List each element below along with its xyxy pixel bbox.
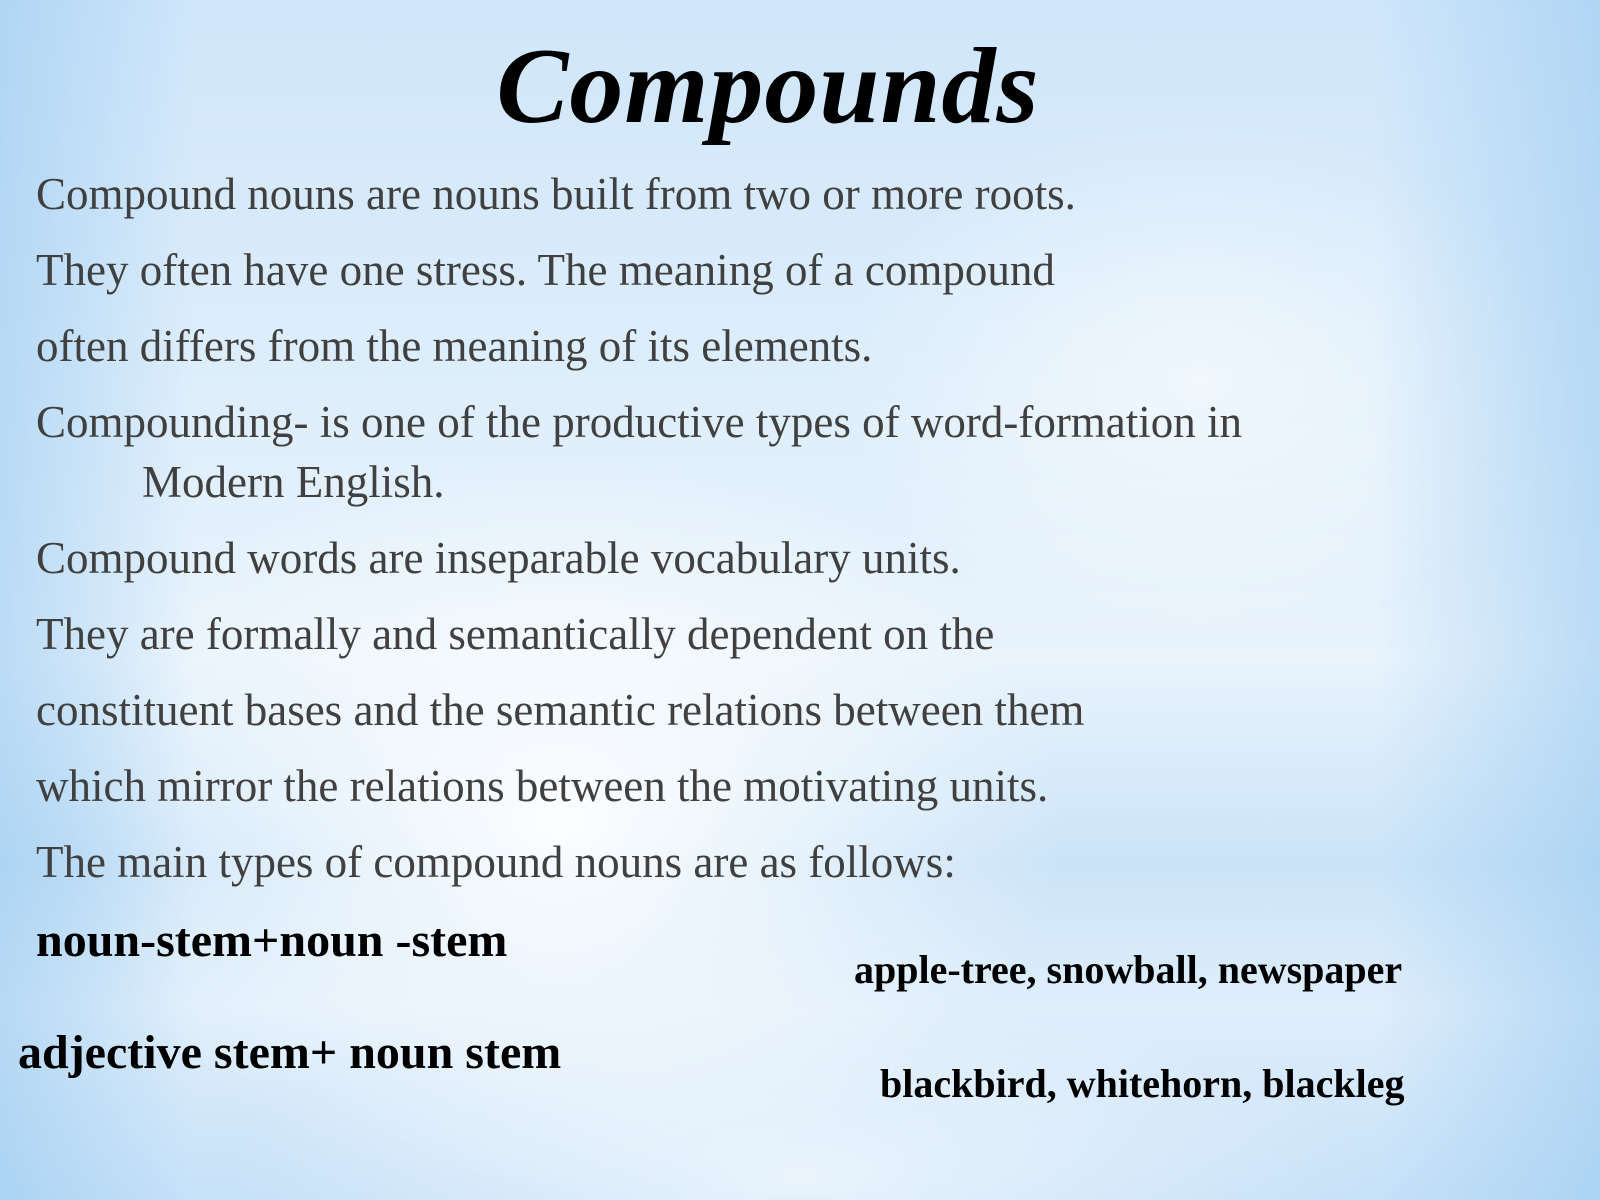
paragraph-main-types: The main types of compound nouns are as follows: <box>36 837 956 887</box>
type-adjective-noun-pattern: adjective stem+ noun stem <box>18 1026 562 1079</box>
paragraph-constituent: constituent bases and the semantic relations between them <box>36 685 1085 735</box>
paragraph-compounding <box>36 392 1242 512</box>
type-noun-noun-pattern: noun-stem+noun -stem <box>36 914 508 967</box>
compounding-line-1: Compounding- is one of the productive types of word-formation in <box>36 397 1243 447</box>
compounding-line-2: Modern English. <box>142 457 445 507</box>
slide-title: Compounds <box>496 27 1040 146</box>
type-noun-noun-examples: apple-tree, snowball, newspaper <box>854 947 1403 992</box>
paragraph-mirror: which mirror the relations between the motivating units. <box>36 761 1049 811</box>
paragraph-inseparable: Compound words are inseparable vocabulary units. <box>36 533 961 583</box>
paragraph-dependent: They are formally and semantically dependent on the <box>36 609 995 659</box>
type-adjective-noun-examples: blackbird, whitehorn, blackleg <box>880 1061 1405 1106</box>
paragraph-definition: Compound nouns are nouns built from two or more roots. <box>36 169 1076 219</box>
paragraph-meaning: often differs from the meaning of its elements. <box>36 321 873 371</box>
paragraph-stress: They often have one stress. The meaning of a compound <box>36 245 1055 295</box>
